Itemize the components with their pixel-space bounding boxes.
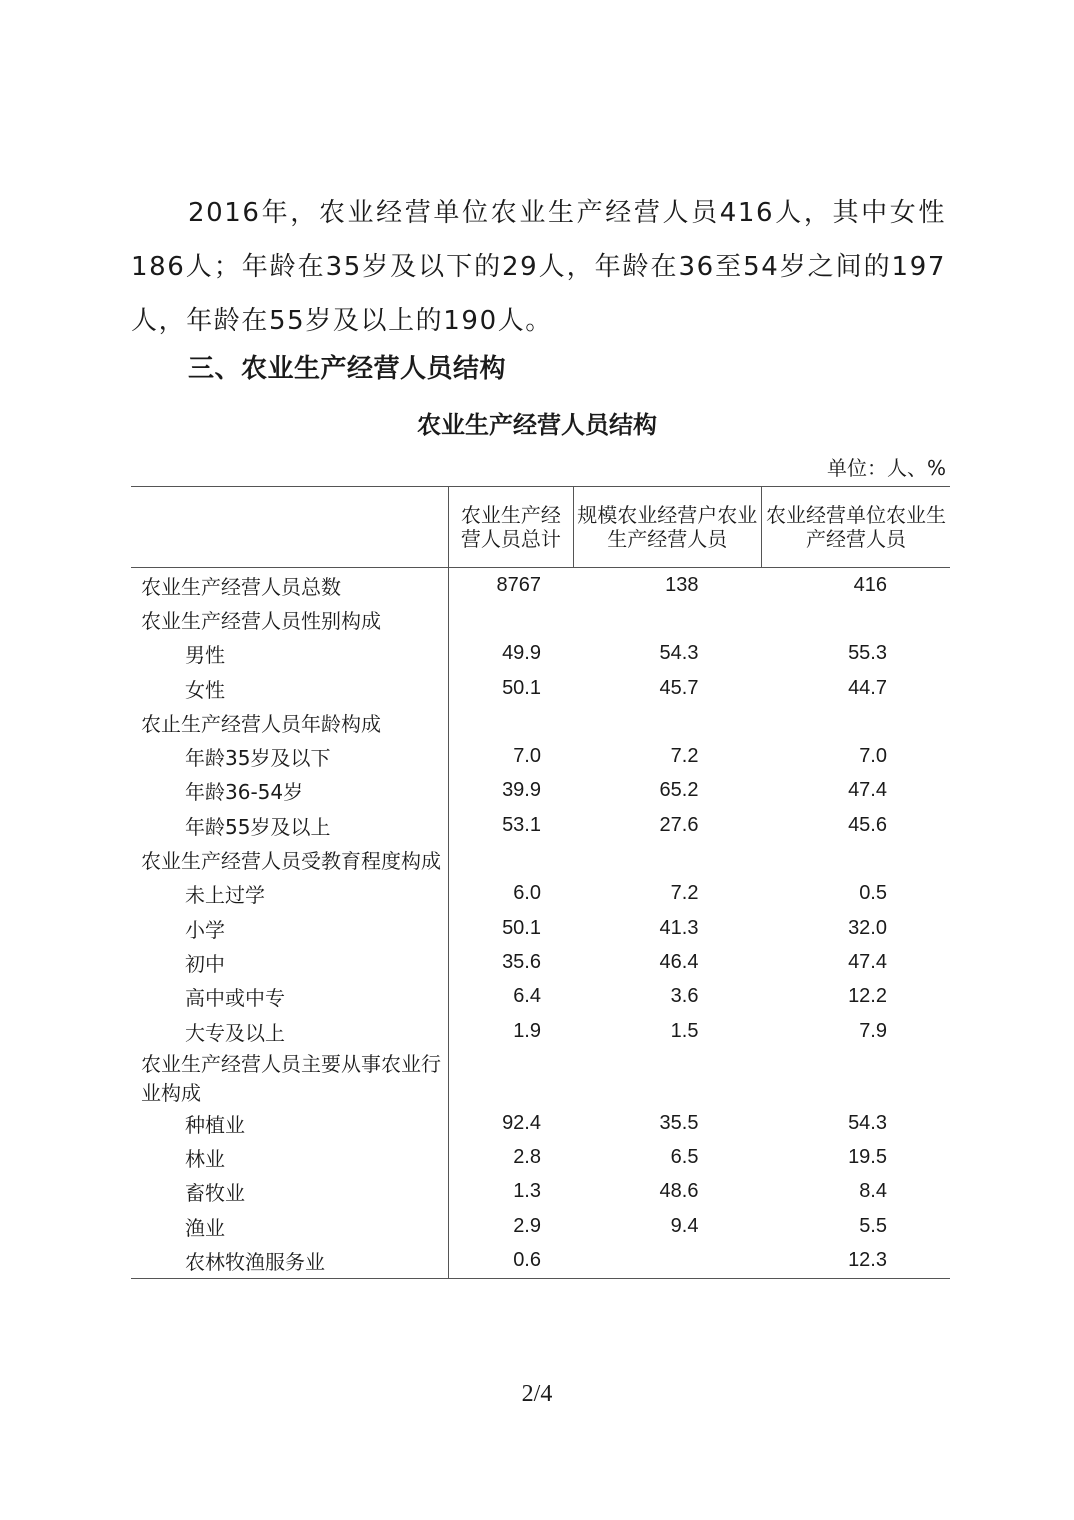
- cell-total: 49.9: [502, 642, 541, 665]
- cell-large-scale: 48.6: [659, 1180, 699, 1203]
- table-row: [131, 877, 950, 911]
- table-row: [131, 671, 950, 705]
- cell-total: [449, 1048, 573, 1106]
- cell-units: 12.3: [761, 1243, 950, 1278]
- cell-large-scale: 27.6: [659, 813, 699, 836]
- cell-units: 19.5: [848, 1146, 887, 1169]
- cell-units: 0.5: [859, 882, 887, 905]
- cell-total: 6.0: [513, 882, 541, 905]
- cell-units: 8.4: [859, 1180, 887, 1203]
- cell-total: 0.6: [449, 1243, 573, 1278]
- table-row: [131, 1014, 950, 1048]
- cell-large-scale: 46.4: [659, 950, 699, 973]
- table-row: [131, 1048, 950, 1106]
- cell-units: [761, 705, 950, 739]
- row-label: 农林牧渔服务业: [131, 1243, 449, 1278]
- cell-large-scale: [573, 842, 761, 876]
- cell-total: 2.9: [513, 1214, 541, 1237]
- table-row: [131, 1209, 950, 1243]
- cell-units: 5.5: [859, 1214, 887, 1237]
- cell-large-scale: 65.2: [659, 779, 699, 802]
- table-header-row: [131, 487, 950, 568]
- row-label: 年龄36-54岁: [131, 774, 449, 808]
- cell-large-scale: 35.5: [659, 1111, 699, 1134]
- row-label: 男性: [131, 637, 449, 671]
- cell-total: 1.3: [513, 1180, 541, 1203]
- table-row: [131, 568, 950, 603]
- table-row: [131, 637, 950, 671]
- unit-note: 单位：人、%: [826, 456, 946, 480]
- row-label: 大专及以上: [131, 1014, 449, 1048]
- row-label: 农业生产经营人员主要从事农业行业构成: [131, 1048, 449, 1106]
- row-label: 女性: [131, 671, 449, 705]
- header-blank: [131, 487, 449, 568]
- table-row: [131, 602, 950, 636]
- cell-units: 7.9: [859, 1019, 887, 1042]
- row-label: 初中: [131, 945, 449, 979]
- row-label: 渔业: [131, 1209, 449, 1243]
- table-row: [131, 1140, 950, 1174]
- table-row: [131, 739, 950, 773]
- cell-total: 53.1: [502, 813, 541, 836]
- cell-total: 50.1: [502, 676, 541, 699]
- header-large-scale-households: 规模农业经营户农业生产经营人员: [573, 487, 761, 568]
- cell-large-scale: 138: [665, 573, 699, 596]
- cell-large-scale: [573, 705, 761, 739]
- cell-total: 7.0: [513, 745, 541, 768]
- cell-units: 47.4: [848, 779, 887, 802]
- table-row: [131, 980, 950, 1014]
- cell-units: 44.7: [848, 676, 887, 699]
- table-row: [131, 1175, 950, 1209]
- cell-units: 47.4: [848, 950, 887, 973]
- cell-total: [449, 602, 573, 636]
- cell-total: 1.9: [513, 1019, 541, 1042]
- cell-total: [449, 842, 573, 876]
- row-label: 林业: [131, 1140, 449, 1174]
- cell-large-scale: 9.4: [670, 1214, 699, 1237]
- cell-units: 32.0: [848, 916, 887, 939]
- row-label: 小学: [131, 911, 449, 945]
- cell-total: 50.1: [502, 916, 541, 939]
- cell-units: 7.0: [859, 745, 887, 768]
- table-title: 农业生产经营人员结构: [417, 411, 657, 439]
- cell-large-scale: 41.3: [659, 916, 699, 939]
- row-label: 农止生产经营人员年龄构成: [131, 705, 449, 739]
- table-row: [131, 808, 950, 842]
- header-total: 农业生产经营人员总计: [449, 487, 573, 568]
- row-label: 农业生产经营人员受教育程度构成: [131, 842, 449, 876]
- row-label: 农业生产经营人员总数: [131, 568, 449, 603]
- cell-units: [761, 842, 950, 876]
- cell-large-scale: 45.7: [659, 676, 699, 699]
- cell-units: [761, 1048, 950, 1106]
- cell-large-scale: 6.5: [670, 1146, 699, 1169]
- row-label: 农业生产经营人员性别构成: [131, 602, 449, 636]
- row-label: 高中或中专: [131, 980, 449, 1014]
- section-heading: 三、农业生产经营人员结构: [188, 354, 507, 384]
- cell-units: 54.3: [848, 1111, 887, 1134]
- cell-large-scale: 1.5: [670, 1019, 699, 1042]
- row-label: 未上过学: [131, 877, 449, 911]
- row-label: 年龄55岁及以上: [131, 808, 449, 842]
- cell-total: 92.4: [502, 1111, 541, 1134]
- table-row: [131, 705, 950, 739]
- table-row: [131, 842, 950, 876]
- header-agricultural-units: 农业经营单位农业生产经营人员: [761, 487, 950, 568]
- cell-units: 45.6: [848, 813, 887, 836]
- cell-large-scale: [573, 1048, 761, 1106]
- cell-units: 416: [853, 573, 887, 596]
- table-row: [131, 1106, 950, 1140]
- cell-total: 2.8: [513, 1146, 541, 1169]
- cell-large-scale: 54.3: [659, 642, 699, 665]
- cell-large-scale: 3.6: [670, 985, 699, 1008]
- row-label: 畜牧业: [131, 1175, 449, 1209]
- page-number: 2/4: [521, 1381, 553, 1407]
- cell-large-scale: [573, 1243, 761, 1278]
- cell-units: 55.3: [848, 642, 887, 665]
- table-row: [131, 1243, 950, 1278]
- table-row: [131, 774, 950, 808]
- cell-large-scale: 7.2: [670, 745, 699, 768]
- cell-large-scale: 7.2: [670, 882, 699, 905]
- cell-units: [761, 602, 950, 636]
- row-label: 种植业: [131, 1106, 449, 1140]
- cell-units: 12.2: [848, 985, 887, 1008]
- table-row: [131, 911, 950, 945]
- intro-paragraph: 2016年，农业经营单位农业生产经营人员416人，其中女性186人；年龄在35岁及以下的29人，年龄在36至54岁之间的197人，年龄在55岁及以上的190人。: [131, 198, 946, 336]
- row-label: 年龄35岁及以下: [131, 739, 449, 773]
- data-table: [131, 486, 950, 1279]
- cell-total: 35.6: [502, 950, 541, 973]
- cell-large-scale: [573, 602, 761, 636]
- cell-total: 8767: [496, 573, 541, 596]
- cell-total: 39.9: [502, 779, 541, 802]
- table-row: [131, 945, 950, 979]
- cell-total: [449, 705, 573, 739]
- cell-total: 6.4: [513, 985, 541, 1008]
